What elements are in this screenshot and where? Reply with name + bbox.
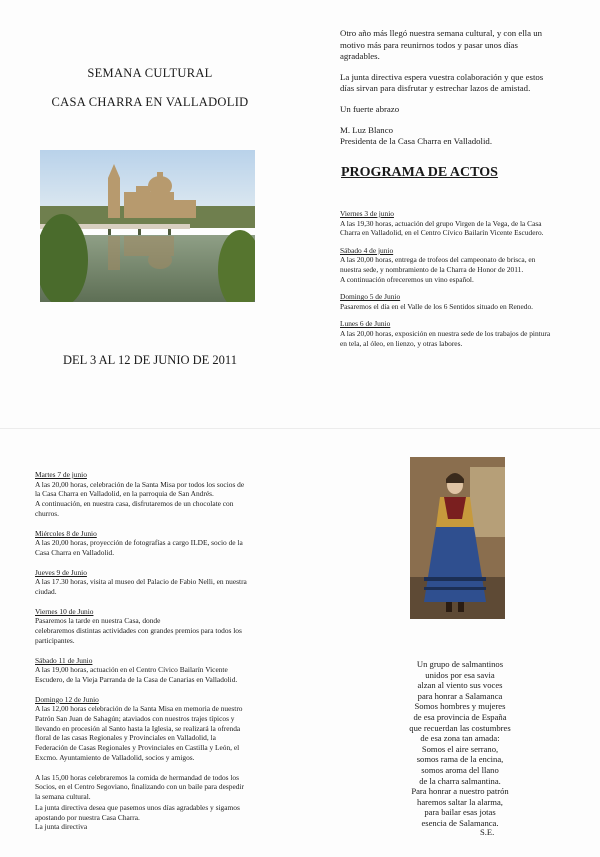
farewell-note: La junta directiva desea que pasemos unos días agradables y sigamos apostando por nuestra Casa Charra. La junta directiva	[35, 803, 240, 832]
intro-paragraph-1: Otro año más llegó nuestra semana cultural, y con ella un motivo más para reunirnos todos y pasar unos días agradables.	[340, 28, 543, 62]
programa-title: PROGRAMA DE ACTOS	[341, 165, 498, 180]
cover-title-line1: SEMANA CULTURAL	[87, 66, 213, 80]
event-domingo-5: Domingo 5 de Junio Pasaremos el día en el Valle de los 6 Sentidos situado en Renedo.	[340, 292, 534, 311]
event-viernes-3: Viernes 3 de junio A las 19,30 horas, actuación del grupo Virgen de la Vega, de la Casa Charra en Valladolid, en el Centro Cívico Bailarín Vicente Escudero.	[340, 209, 544, 238]
cathedral-river-photo	[40, 150, 255, 302]
poem: Un grupo de salmantinos unidos por esa savia alzan al viento sus voces para honrar a Salamanca Somos hombres y mujeres de esa provincia de España que recuerdan las costumbres de esa zona tan amada: Somos el aire serrano, somos rama de la encina, somos aroma del llano de la charra salmantina. Para honrar a nuestro patrón haremos saltar la alarma, para bailar esas jotas esencia de Salamanca.	[409, 659, 511, 828]
event-lunes-6: Lunes 6 de Junio A las 20,00 horas, exposición en nuestra sede de los trabajos de pintura en tela, al óleo, en lienzo, y otras labores.	[340, 319, 551, 348]
cover-photo	[40, 150, 255, 302]
event-viernes-10: Viernes 10 de Junio Pasaremos la tarde en nuestra Casa, donde celebraremos distintas actividades con grandes premios para todos los participantes.	[35, 606, 242, 645]
cover-dates: DEL 3 AL 12 DE JUNIO DE 2011	[63, 353, 237, 367]
event-jueves-9: Jueves 9 de Junio A las 17.30 horas, visita al museo del Palacio de Fabio Nelli, en nuestra ciudad.	[35, 567, 247, 597]
intro-paragraph-2: La junta directiva espera vuestra colaboración y que estos días sirvan para disfrutar y estrechar lazos de amistad.	[340, 71, 544, 94]
event-comida-hermandad: A las 15,00 horas celebraremos la comida de hermandad de todos los Socios, en el Centro Segoviano, finalizando con un baile para despedir la semana cultural.	[35, 772, 244, 801]
programa-events-bottom	[35, 470, 297, 812]
page-fold	[0, 428, 600, 429]
intro-closing: Un fuerte abrazo	[340, 103, 400, 114]
event-sabado-4: Sábado 4 de junio A las 20,00 horas, entrega de trofeos del campeonato de brisca, en nuestra sede, y nombramiento de la Charra de Honor de 2011. A continuación ofreceremos un vino español.	[340, 245, 536, 284]
charra-portrait	[410, 457, 505, 619]
event-sabado-11: Sábado 11 de Junio A las 19,00 horas, actuación en el Centro Cívico Bailarín Vicente Escudero, de la Vieja Parranda de la Casa de Canarias en Valladolid.	[35, 655, 238, 684]
cover-title-line2: CASA CHARRA EN VALLADOLID	[51, 95, 249, 109]
event-miercoles-8: Miércoles 8 de Junio A las 20,00 horas, proyección de fotografías a cargo ILDE, socio de la Casa Charra en Valladolid.	[35, 528, 243, 557]
event-martes-7: Martes 7 de junio A las 20,00 horas, celebración de la Santa Misa por todos los socios de la Casa Charra en Valladolid, en la parroquia de San Andrés. A continuación, en nuestra casa, disfrutaremos de un chocolate con churros.	[35, 470, 245, 518]
charra-woman-painting	[410, 457, 505, 619]
programa-events-top	[340, 209, 585, 356]
intro-signature: M. Luz Blanco Presidenta de la Casa Charra en Valladolid.	[340, 124, 493, 147]
intro-letter	[340, 28, 575, 157]
event-domingo-12: Domingo 12 de Junio A las 12,00 horas celebración de la Santa Misa en memoria de nuestro Patrón San Juan de Sahagún; ataviados con nuestros trajes típicos y llevando en procesión al Santo hasta la Iglesia, se realizará la ofrenda floral de las casas Regionales y Provinciales en Valladolid, la Federación de Casas Regionales y Provinciales en Castilla y León, el Excmo. Ayuntamiento de Valladolid, socios y amigos.	[35, 694, 243, 762]
poem-signature: S.E.	[480, 827, 495, 837]
